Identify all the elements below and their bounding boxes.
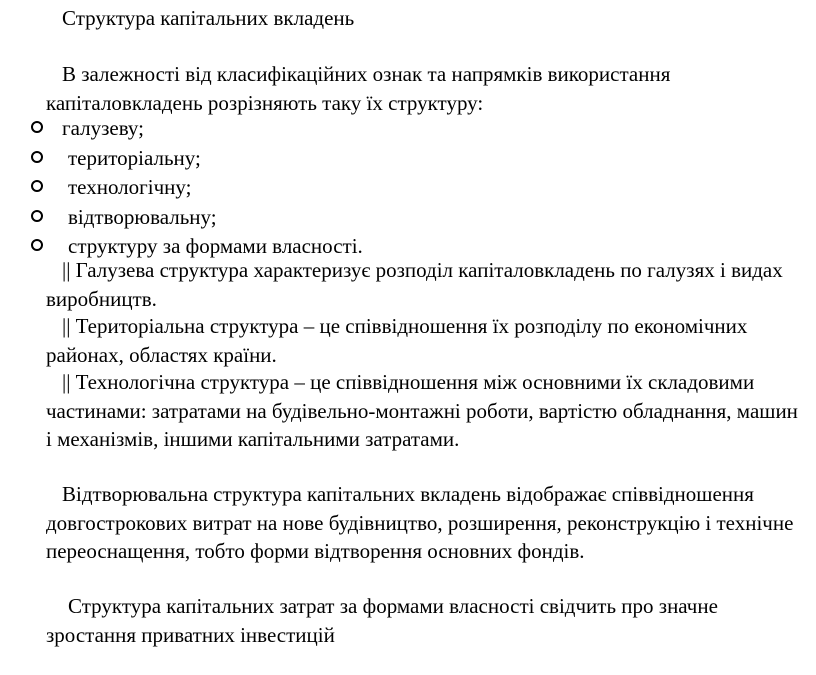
technological-structure-paragraph: || Технологічна структура – це співвідношення між основними їх складовими частинами: затратами на будівельно-монтажні роботи, вартістю обладнання, машин і механізмів, іншими капітальними затратами. bbox=[46, 370, 798, 451]
list-item-text: галузеву; bbox=[62, 116, 144, 140]
list-item-text: відтворювальну; bbox=[68, 204, 217, 229]
circle-bullet-icon bbox=[31, 180, 43, 192]
territorial-structure-paragraph: || Територіальна структура – це співвідношення їх розподілу по економічних районах, областях країни. bbox=[46, 314, 748, 367]
list-item-text: структуру за формами власності. bbox=[68, 234, 363, 258]
list-item-text: територіальну; bbox=[68, 145, 201, 170]
ownership-structure-paragraph: Структура капітальних затрат за формами власності свідчить про значне зростання приватних інвестицій bbox=[46, 594, 718, 647]
circle-bullet-icon bbox=[31, 121, 43, 133]
circle-bullet-icon bbox=[31, 239, 43, 251]
industry-structure-paragraph: || Галузева структура характеризує розподіл капіталовкладень по галузях і видах виробництв. bbox=[46, 258, 783, 311]
circle-bullet-icon bbox=[31, 210, 43, 222]
document-title: Структура капітальних вкладень bbox=[62, 6, 355, 30]
intro-paragraph: В залежності від класифікаційних ознак та напрямків використання капіталовкладень розрізняють таку їх структуру: bbox=[46, 62, 671, 115]
reproductive-structure-paragraph: Відтворювальна структура капітальних вкладень відображає співвідношення довгострокових витрат на нове будівництво, розширення, реконструкцію і технічне переоснащення, тобто форми відтворення основних фондів. bbox=[46, 482, 794, 563]
circle-bullet-icon bbox=[31, 151, 43, 163]
list-item-text: технологічну; bbox=[68, 175, 192, 199]
